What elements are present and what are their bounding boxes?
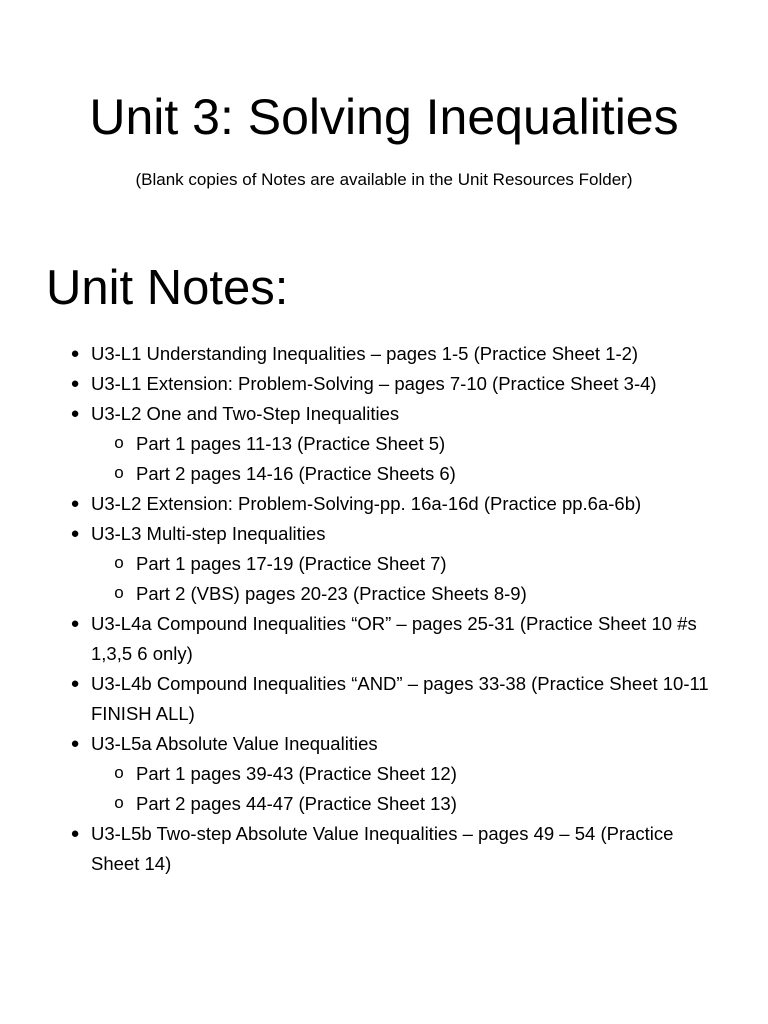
sub-bullet-icon: o — [114, 553, 124, 572]
list-item-text: U3-L1 Extension: Problem-Solving – pages 7-10 (Practice Sheet 3-4) — [91, 373, 657, 394]
section-heading: Unit Notes: — [46, 261, 289, 315]
bullet-icon: ● — [70, 405, 80, 422]
sub-list-item — [0, 459, 768, 489]
list-item-text: U3-L4a Compound Inequalities “OR” – pages 25-31 (Practice Sheet 10 #s 1,3,5 6 only) — [91, 613, 697, 664]
sub-list — [0, 549, 768, 609]
list-item — [0, 339, 768, 369]
bullet-icon: ● — [70, 735, 80, 752]
sub-list-container — [0, 549, 768, 609]
sub-bullet-icon: o — [114, 433, 124, 452]
list-item — [0, 489, 768, 519]
list-item — [0, 669, 768, 729]
unit-notes-list — [0, 339, 768, 879]
sub-list-item-text: Part 2 (VBS) pages 20-23 (Practice Sheets 8-9) — [136, 583, 527, 604]
list-item — [0, 819, 768, 879]
list-item — [0, 369, 768, 399]
bullet-icon: ● — [70, 825, 80, 842]
sub-list-item-text: Part 1 pages 11-13 (Practice Sheet 5) — [136, 433, 446, 454]
bullet-icon: ● — [70, 675, 80, 692]
list-item-text: U3-L5b Two-step Absolute Value Inequalities – pages 49 – 54 (Practice Sheet 14) — [91, 823, 674, 874]
sub-list-item — [0, 549, 768, 579]
sub-list-item-text: Part 1 pages 39-43 (Practice Sheet 12) — [136, 763, 457, 784]
list-item-text: U3-L1 Understanding Inequalities – pages 1-5 (Practice Sheet 1-2) — [91, 343, 639, 364]
sub-list-item — [0, 789, 768, 819]
sub-list-item — [0, 429, 768, 459]
page-title: Unit 3: Solving Inequalities — [89, 89, 679, 145]
sub-bullet-icon: o — [114, 583, 124, 602]
bullet-icon: ● — [70, 615, 80, 632]
sub-list — [0, 759, 768, 819]
list-item-text: U3-L4b Compound Inequalities “AND” – pages 33-38 (Practice Sheet 10-11 FINISH ALL) — [91, 673, 709, 724]
sub-list-item-text: Part 2 pages 44-47 (Practice Sheet 13) — [136, 793, 457, 814]
page-subtitle: (Blank copies of Notes are available in the Unit Resources Folder) — [135, 170, 633, 189]
sub-list-item — [0, 579, 768, 609]
sub-list-container — [0, 759, 768, 819]
list-item — [0, 519, 768, 549]
bullet-icon: ● — [70, 525, 80, 542]
list-item-text: U3-L2 Extension: Problem-Solving-pp. 16a-16d (Practice pp.6a-6b) — [91, 493, 642, 514]
list-item-text: U3-L2 One and Two-Step Inequalities — [91, 403, 400, 424]
sub-list-item — [0, 759, 768, 789]
list-item-text: U3-L5a Absolute Value Inequalities — [91, 733, 378, 754]
bullet-icon: ● — [70, 495, 80, 512]
sub-list-container — [0, 429, 768, 489]
sub-list-item-text: Part 2 pages 14-16 (Practice Sheets 6) — [136, 463, 456, 484]
sub-bullet-icon: o — [114, 763, 124, 782]
list-item — [0, 729, 768, 759]
bullet-icon: ● — [70, 375, 80, 392]
bullet-icon: ● — [70, 345, 80, 362]
sub-list-item-text: Part 1 pages 17-19 (Practice Sheet 7) — [136, 553, 447, 574]
list-item — [0, 399, 768, 429]
list-item — [0, 609, 768, 669]
list-item-text: U3-L3 Multi-step Inequalities — [91, 523, 326, 544]
sub-bullet-icon: o — [114, 463, 124, 482]
sub-bullet-icon: o — [114, 793, 124, 812]
sub-list — [0, 429, 768, 489]
